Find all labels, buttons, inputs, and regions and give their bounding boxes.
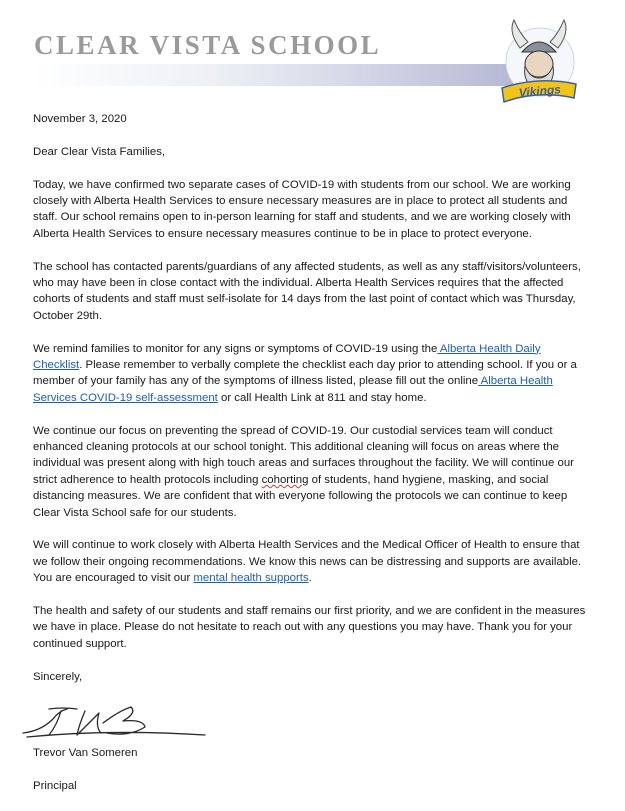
paragraph-symptoms: We remind families to monitor for any signs or symptoms of COVID-19 using the Alberta Health Daily Checklist. Please remember to verbally complete the checklist each day prior to attending school. If you or a member of your family has any of the symptoms of illness listed, please fill out the online Alberta Health Services COVID-19 self-assessment or call Health Link at 811 and stay home.: [33, 342, 577, 404]
paragraph-supports: We will continue to work closely with Alberta Health Services and the Medical Officer of Health to ensure that we follow their ongoing recommendations. We know this news can be distressing and supports are available. You are encouraged to visit our mental health supports.: [33, 539, 582, 585]
vikings-logo: [498, 18, 578, 104]
signature-block: [33, 669, 593, 795]
logo-wordmark: Vikings: [518, 82, 562, 100]
signer-name: Trevor Van Someren: [33, 747, 138, 760]
mental-health-supports-link[interactable]: mental health supports: [193, 572, 309, 585]
paragraph-confirmed-cases: Today, we have confirmed two separate cases of COVID-19 with students from our school. We are working closely with Alberta Health Services to ensure necessary measures are in place to protect all students and staff. Our school remains open to in-person learning for staff and students, and we are working closely with Alberta Health Services to ensure necessary measures continue to be in place to protect everyone.: [33, 178, 571, 240]
handwritten-signature: [19, 701, 209, 743]
paragraph-close-contacts: The school has contacted parents/guardians of any affected students, as well as any staff/visitors/volunteers, who may have been in close contact with the individual. Alberta Health Services requires that the affected cohorts of students and staff must self-isolate for 14 days from the last point of contact which was Thursday, October 29th.: [33, 260, 581, 322]
letter-date: November 3, 2020: [33, 113, 127, 125]
school-name: CLEAR VISTA SCHOOL: [34, 30, 382, 60]
letterhead-gradient-bar: [33, 64, 548, 86]
alberta-health-daily-checklist-link[interactable]: Alberta Health Daily Checklist: [33, 342, 541, 372]
paragraph-closing-remarks: The health and safety of our students and staff remains our first priority, and we are confident in the measures we have in place. Please do not hesitate to reach out with any questions you may have. Thank you for your continued support.: [33, 605, 586, 650]
letterhead: [0, 0, 625, 100]
paragraph-cleaning-protocols: We continue our focus on preventing the spread of COVID-19. Our custodial services team will conduct enhanced cleaning protocols at our school tonight. This additional cleaning will focus on areas where the individual was present along with high touch areas and surfaces throughout the facility. We will continue our strict adherence to health protocols including cohorting of students, hand hygiene, masking, and social distancing measures. We are confident that with everyone following the protocols we can continue to keep Clear Vista School safe for our students.: [33, 424, 574, 519]
signer-title: Principal: [33, 780, 77, 793]
covid-self-assessment-link[interactable]: Alberta Health Services COVID-19 self-assessment: [33, 375, 553, 404]
letter-body: [33, 111, 593, 811]
salutation: Dear Clear Vista Families,: [33, 145, 166, 158]
closing: Sincerely,: [33, 670, 83, 683]
spellcheck-flagged-word: cohorting: [261, 473, 309, 486]
